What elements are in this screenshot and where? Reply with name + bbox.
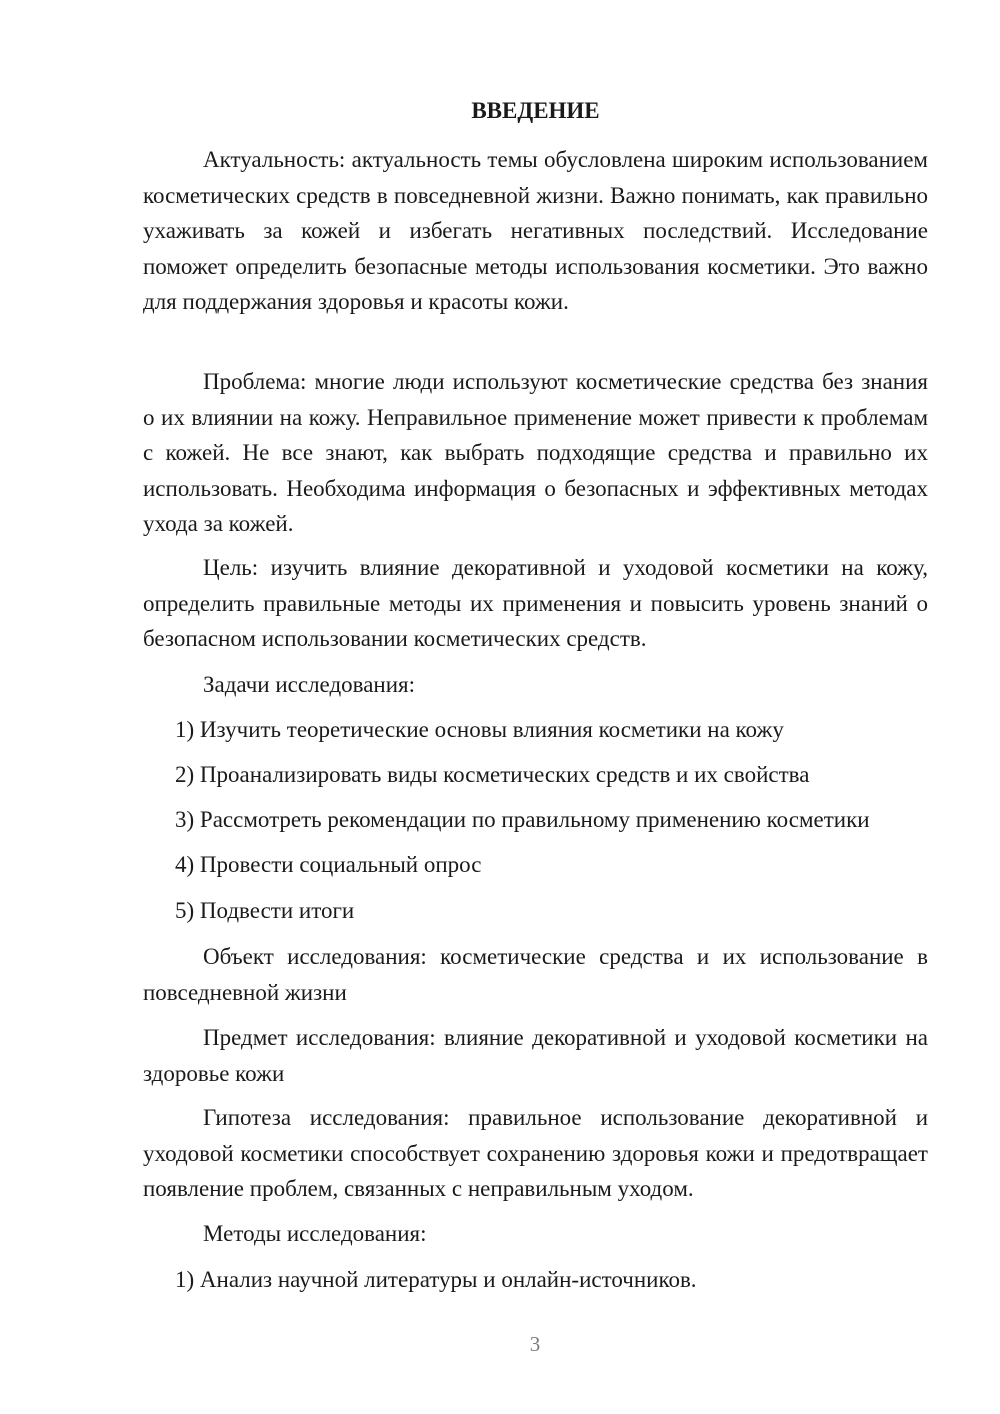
page-number: 3 [529, 1332, 541, 1356]
problem-paragraph: Проблема: многие люди используют косметические средства без знания о их влиянии на кожу. Неправильное применение может привести к проблемам с кожей. Не все знают, как выбрать подходящие средства и правильно их использовать. Необходима информация о безопасных и эффективных методах ухода за кожей. [143, 369, 928, 536]
section-heading: ВВЕДЕНИЕ [471, 98, 600, 123]
task-item: 3) Рассмотреть рекомендации по правильному применению косметики [175, 807, 870, 832]
goal-paragraph: Цель: изучить влияние декоративной и уходовой косметики на кожу, определить правильные методы их применения и повысить уровень знаний о безопасном использовании косметических средств. [143, 555, 928, 651]
subject-paragraph: Предмет исследования: влияние декоративной и уходовой косметики на здоровье кожи [143, 1025, 928, 1086]
task-item: 2) Проанализировать виды косметических средств и их свойства [175, 762, 810, 787]
tasks-title: Задачи исследования: [203, 672, 416, 697]
object-paragraph: Объект исследования: косметические средства и их использование в повседневной жизни [143, 944, 928, 1005]
task-item: 5) Подвести итоги [175, 898, 355, 923]
task-item: 1) Изучить теоретические основы влияния косметики на кожу [175, 717, 784, 742]
task-item: 4) Провести социальный опрос [175, 852, 482, 877]
method-item: 1) Анализ научной литературы и онлайн-источников. [175, 1267, 697, 1292]
methods-title: Методы исследования: [203, 1221, 427, 1246]
relevance-paragraph: Актуальность: актуальность темы обусловлена широким использованием косметических средств в повседневной жизни. Важно понимать, как правильно ухаживать за кожей и избегать негативных последствий. Исследование поможет определить безопасные методы использования косметики. Это важно для поддержания здоровья и красоты кожи. [143, 147, 928, 314]
hypothesis-paragraph: Гипотеза исследования: правильное использование декоративной и уходовой косметики способствует сохранению здоровья кожи и предотвращает появление проблем, связанных с неправильным уходом. [143, 1105, 928, 1201]
